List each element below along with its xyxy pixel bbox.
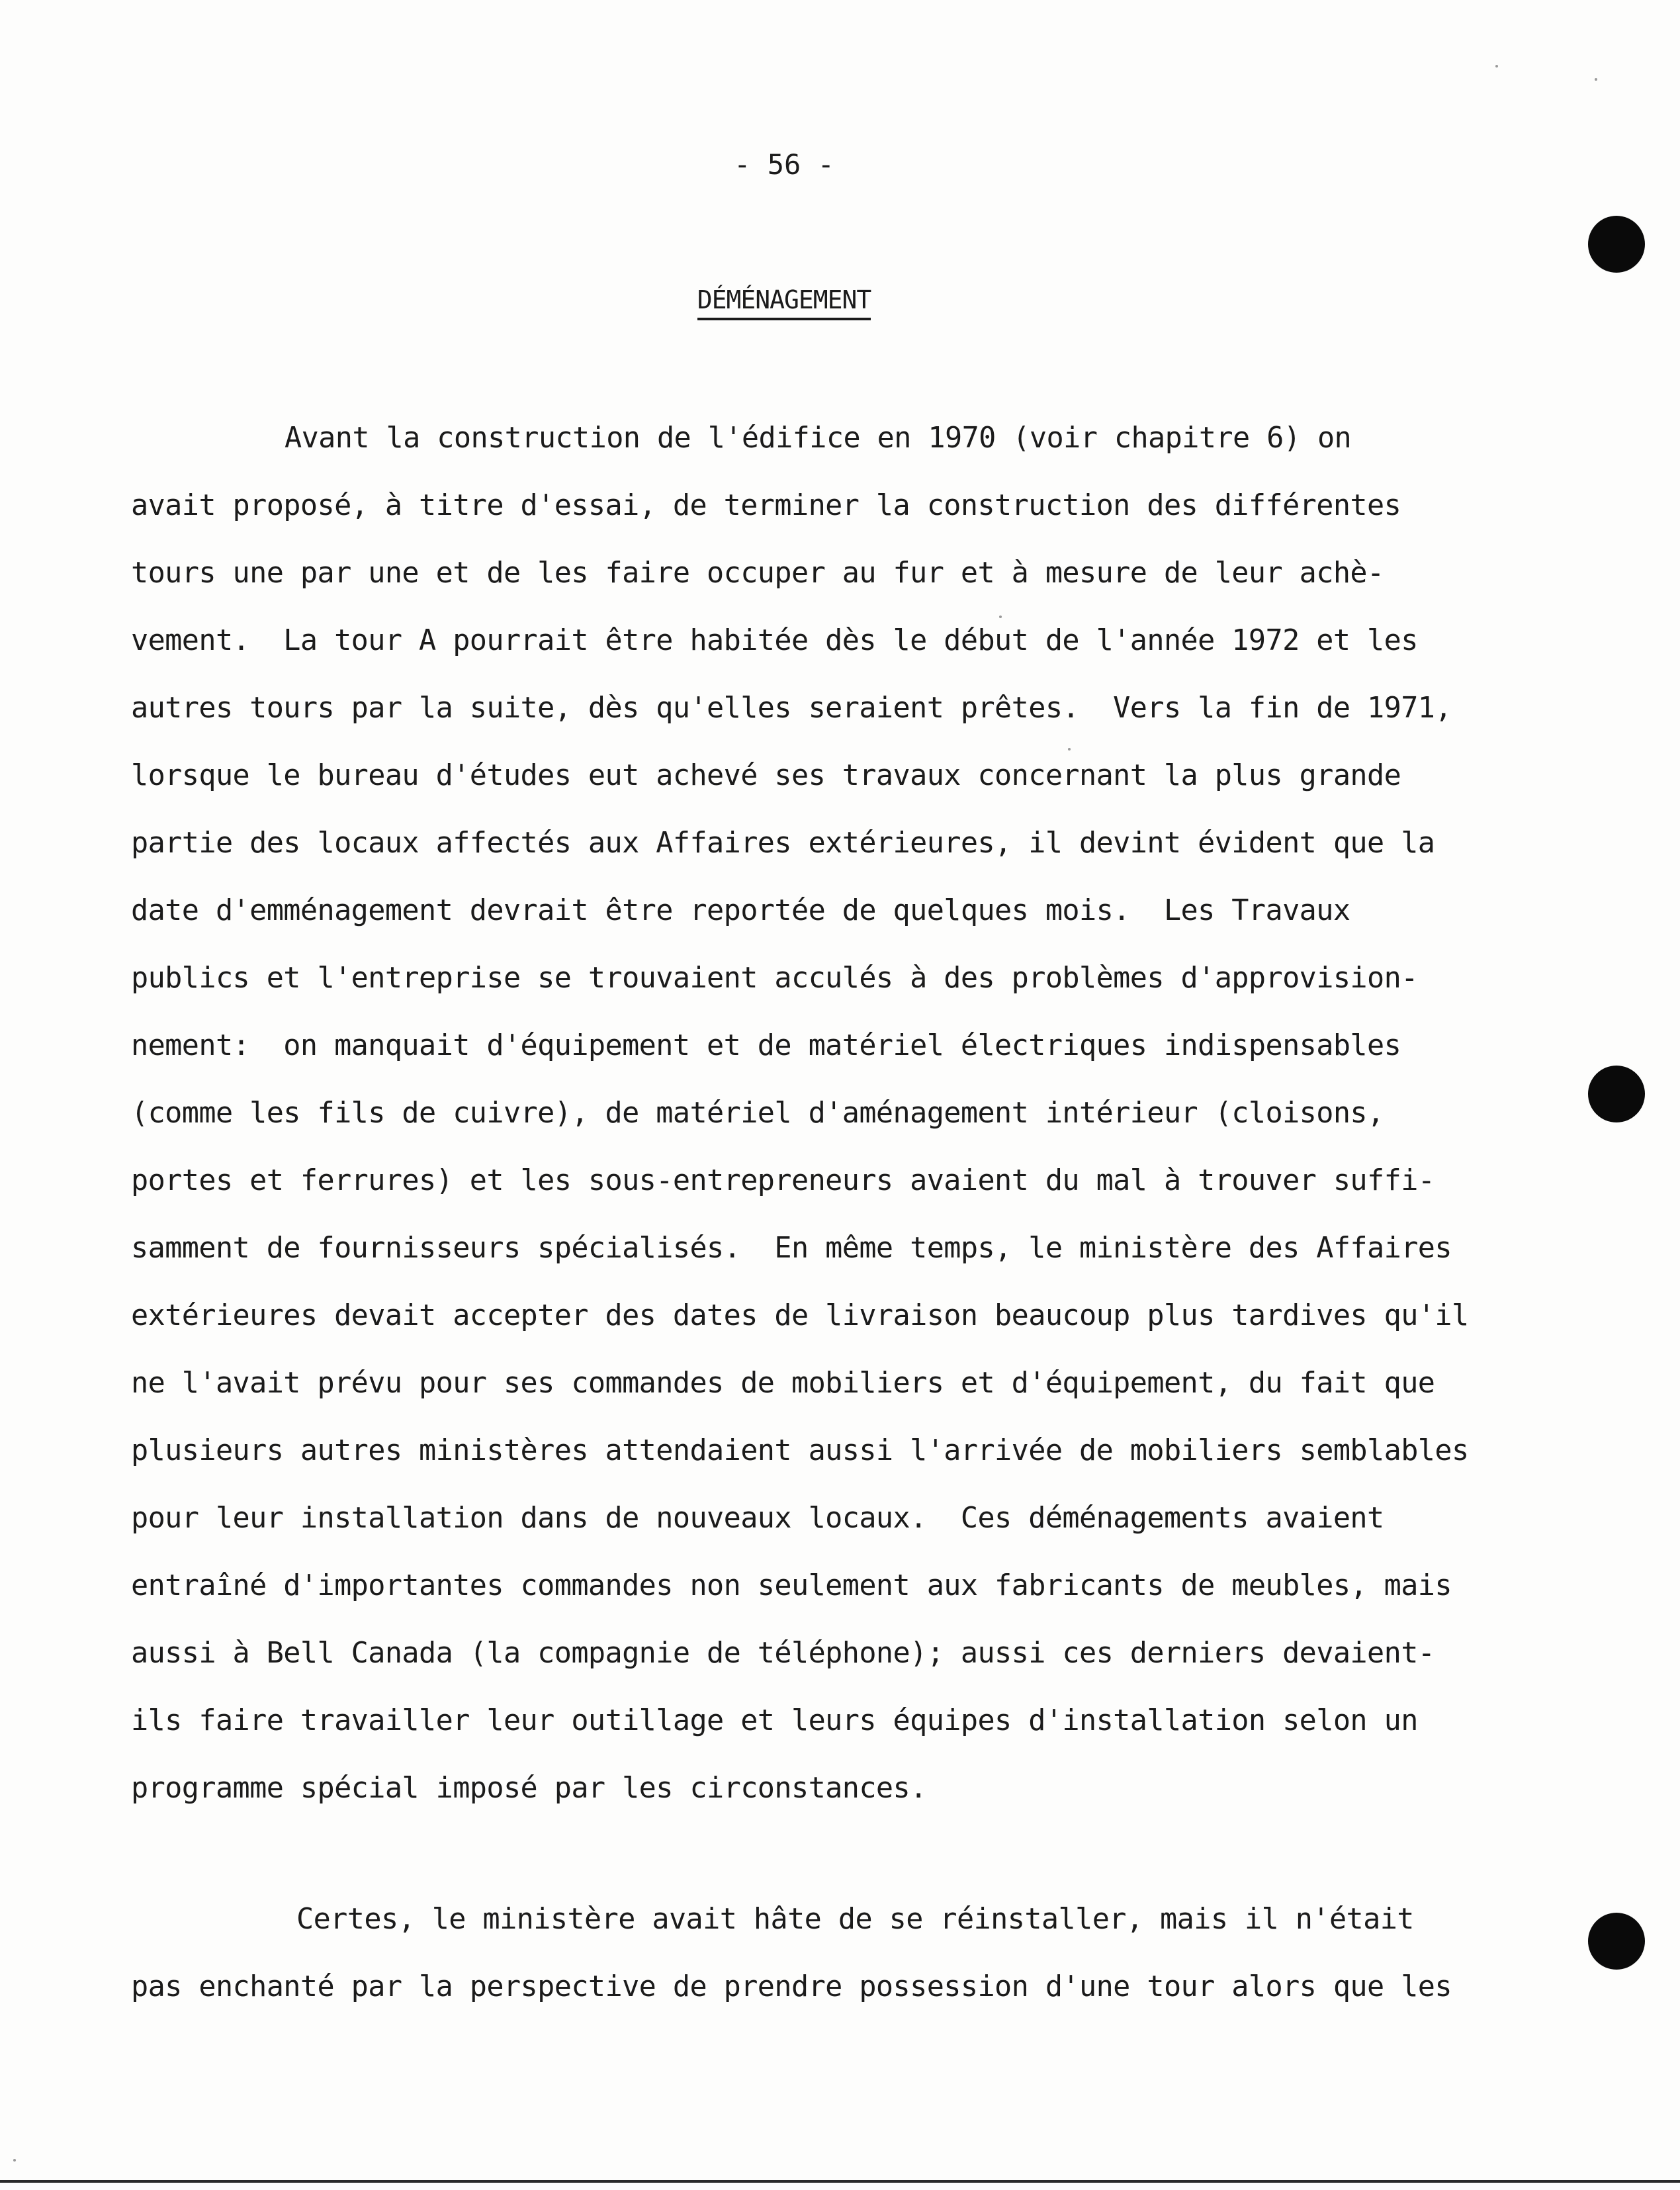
paragraph-1-line: portes et ferrures) et les sous-entrepreneurs avaient du mal à trouver suffi-	[131, 1164, 1435, 1197]
scan-speck	[1068, 748, 1071, 751]
paragraph-1-line: extérieures devait accepter des dates de livraison beaucoup plus tardives qu'il	[131, 1299, 1469, 1332]
paragraph-2-line: Certes, le ministère avait hâte de se réinstaller, mais il n'était	[296, 1903, 1414, 1936]
paragraph-1-line: tours une par une et de les faire occuper au fur et à mesure de leur achè-	[131, 557, 1384, 590]
paragraph-1-line: vement. La tour A pourrait être habitée dès le début de l'année 1972 et les	[131, 624, 1418, 657]
paragraph-1-line: (comme les fils de cuivre), de matériel d'aménagement intérieur (cloisons,	[131, 1097, 1384, 1130]
punch-hole-bottom	[1588, 1913, 1645, 1970]
scan-speck	[13, 2159, 16, 2162]
scan-speck	[999, 616, 1002, 618]
paragraph-1-line: autres tours par la suite, dès qu'elles seraient prêtes. Vers la fin de 1971,	[131, 692, 1452, 725]
paragraph-1-line: pour leur installation dans de nouveaux locaux. Ces déménagements avaient	[131, 1502, 1384, 1535]
paragraph-1-line: date d'emménagement devrait être reportée de quelques mois. Les Travaux	[131, 894, 1350, 927]
paragraph-1-line: samment de fournisseurs spécialisés. En même temps, le ministère des Affaires	[131, 1232, 1452, 1265]
scan-bottom-edge	[0, 2180, 1680, 2183]
paragraph-1-line: programme spécial imposé par les circonstances.	[131, 1772, 927, 1805]
scan-speck	[1595, 78, 1597, 81]
scan-speck	[1495, 65, 1498, 68]
paragraph-1-line: partie des locaux affectés aux Affaires extérieures, il devint évident que la	[131, 827, 1435, 860]
paragraph-1-line: aussi à Bell Canada (la compagnie de téléphone); aussi ces derniers devaient-	[131, 1637, 1435, 1670]
paragraph-1-line: plusieurs autres ministères attendaient aussi l'arrivée de mobiliers semblables	[131, 1434, 1469, 1467]
punch-hole-top	[1588, 216, 1645, 273]
paragraph-1-line: nement: on manquait d'équipement et de matériel électriques indispensables	[131, 1029, 1401, 1062]
paragraph-1-line: ne l'avait prévu pour ses commandes de mobiliers et d'équipement, du fait que	[131, 1367, 1435, 1400]
paragraph-1-line: Avant la construction de l'édifice en 1970 (voir chapitre 6) on	[285, 422, 1352, 455]
paragraph-1-line: entraîné d'importantes commandes non seulement aux fabricants de meubles, mais	[131, 1569, 1452, 1602]
punch-hole-middle	[1588, 1066, 1645, 1122]
paragraph-1-line: publics et l'entreprise se trouvaient acculés à des problèmes d'approvision-	[131, 962, 1418, 995]
paragraph-1-line: avait proposé, à titre d'essai, de terminer la construction des différentes	[131, 489, 1401, 522]
paragraph-2-line: pas enchanté par la perspective de prendre possession d'une tour alors que les	[131, 1970, 1452, 2003]
paragraph-1-line: ils faire travailler leur outillage et leurs équipes d'installation selon un	[131, 1704, 1418, 1737]
paragraph-1-line: lorsque le bureau d'études eut achevé ses travaux concernant la plus grande	[131, 759, 1401, 792]
section-title-text: DÉMÉNAGEMENT	[697, 283, 871, 320]
page-number: - 56 -	[734, 148, 834, 181]
